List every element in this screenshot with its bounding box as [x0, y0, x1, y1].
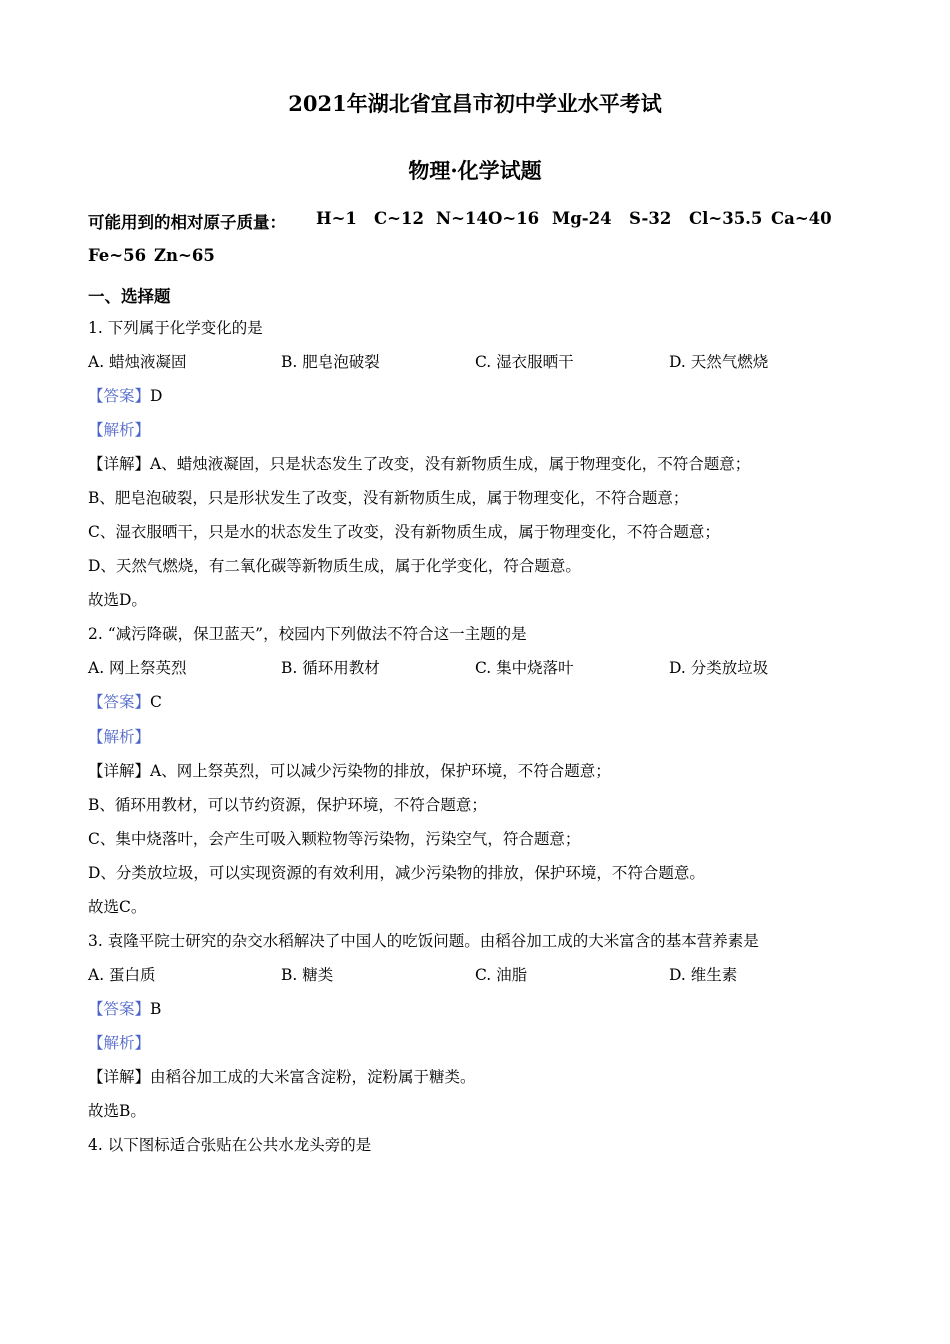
atomic-mass-item: Mg-24 [552, 209, 612, 228]
conclusion: 故选B。 [88, 1102, 146, 1120]
question-option: B. 循环用教材 [281, 659, 380, 677]
atomic-mass-item: Zn~65 [154, 246, 215, 265]
question-option: D. 维生素 [669, 966, 738, 984]
conclusion: 故选D。 [88, 591, 147, 609]
answer-value: B [150, 1000, 162, 1018]
detail-text: A、网上祭英烈，可以减少污染物的排放，保护环境，不符合题意； [150, 762, 611, 780]
answer-line [88, 997, 161, 1019]
question-stem: 1. 下列属于化学变化的是 [88, 319, 263, 337]
detail-line: D、天然气燃烧，有二氧化碳等新物质生成，属于化学变化，符合题意。 [88, 557, 581, 575]
detail-line [88, 452, 750, 474]
question-option: C. 湿衣服晒干 [475, 353, 574, 371]
answer-line [88, 690, 162, 712]
atomic-mass-item: H~1 [316, 209, 357, 228]
question-option: A. 蛋白质 [88, 966, 156, 984]
detail-line: C、集中烧落叶，会产生可吸入颗粒物等污染物，污染空气，符合题意； [88, 830, 581, 848]
detail-line [88, 759, 611, 781]
atomic-mass-item: S-32 [629, 209, 672, 228]
atomic-mass-item: N~14 [436, 209, 488, 228]
detail-text: 由稻谷加工成的大米富含淀粉，淀粉属于糖类。 [150, 1068, 476, 1086]
question-option: C. 油脂 [475, 966, 528, 984]
analysis-tag: 【解析】 [88, 421, 151, 439]
answer-value: D [150, 387, 163, 405]
detail-tag: 【详解】 [88, 1068, 151, 1086]
page-subtitle: 物理·化学试题 [408, 158, 542, 183]
detail-text: A、蜡烛液凝固，只是状态发生了改变，没有新物质生成，属于物理变化，不符合题意； [150, 455, 751, 473]
atomic-mass-item: Fe~56 [88, 246, 147, 265]
atomic-mass-label: 可能用到的相对原子质量： [88, 213, 286, 232]
analysis-tag: 【解析】 [88, 728, 151, 746]
question-stem: 4. 以下图标适合张贴在公共水龙头旁的是 [88, 1136, 372, 1154]
detail-tag: 【详解】 [88, 455, 151, 473]
question-option: A. 网上祭英烈 [88, 659, 187, 677]
question-stem: 2. “减污降碳，保卫蓝天”，校园内下列做法不符合这一主题的是 [88, 625, 527, 643]
answer-tag: 【答案】 [88, 1000, 151, 1018]
question-option: C. 集中烧落叶 [475, 659, 574, 677]
atomic-mass-item: C~12 [374, 209, 424, 228]
question-option: B. 糖类 [281, 966, 334, 984]
detail-line: B、肥皂泡破裂，只是形状发生了改变，没有新物质生成，属于物理变化，不符合题意； [88, 489, 689, 507]
answer-tag: 【答案】 [88, 387, 151, 405]
page-title: 2021年湖北省宜昌市初中学业水平考试 [288, 91, 662, 116]
question-stem: 3. 袁隆平院士研究的杂交水稻解决了中国人的吃饭问题。由稻谷加工成的大米富含的基本营养素是 [88, 932, 759, 950]
atomic-mass-item: Ca~40 [771, 209, 832, 228]
detail-line [88, 1065, 476, 1087]
detail-line: C、湿衣服晒干，只是水的状态发生了改变，没有新物质生成，属于物理变化，不符合题意； [88, 523, 720, 541]
atomic-mass-item: O~16 [488, 209, 540, 228]
answer-tag: 【答案】 [88, 693, 151, 711]
conclusion: 故选C。 [88, 898, 147, 916]
detail-tag: 【详解】 [88, 762, 151, 780]
question-option: B. 肥皂泡破裂 [281, 353, 380, 371]
detail-line: D、分类放垃圾，可以实现资源的有效利用，减少污染物的排放，保护环境，不符合题意。 [88, 864, 705, 882]
atomic-mass-item: Cl~35.5 [689, 209, 763, 228]
answer-line [88, 384, 162, 406]
section-heading: 一、选择题 [88, 287, 171, 306]
detail-line: B、循环用教材，可以节约资源，保护环境，不符合题意； [88, 796, 487, 814]
question-option: D. 天然气燃烧 [669, 353, 769, 371]
answer-value: C [150, 693, 162, 711]
analysis-tag: 【解析】 [88, 1034, 151, 1052]
question-option: D. 分类放垃圾 [669, 659, 769, 677]
question-option: A. 蜡烛液凝固 [88, 353, 187, 371]
